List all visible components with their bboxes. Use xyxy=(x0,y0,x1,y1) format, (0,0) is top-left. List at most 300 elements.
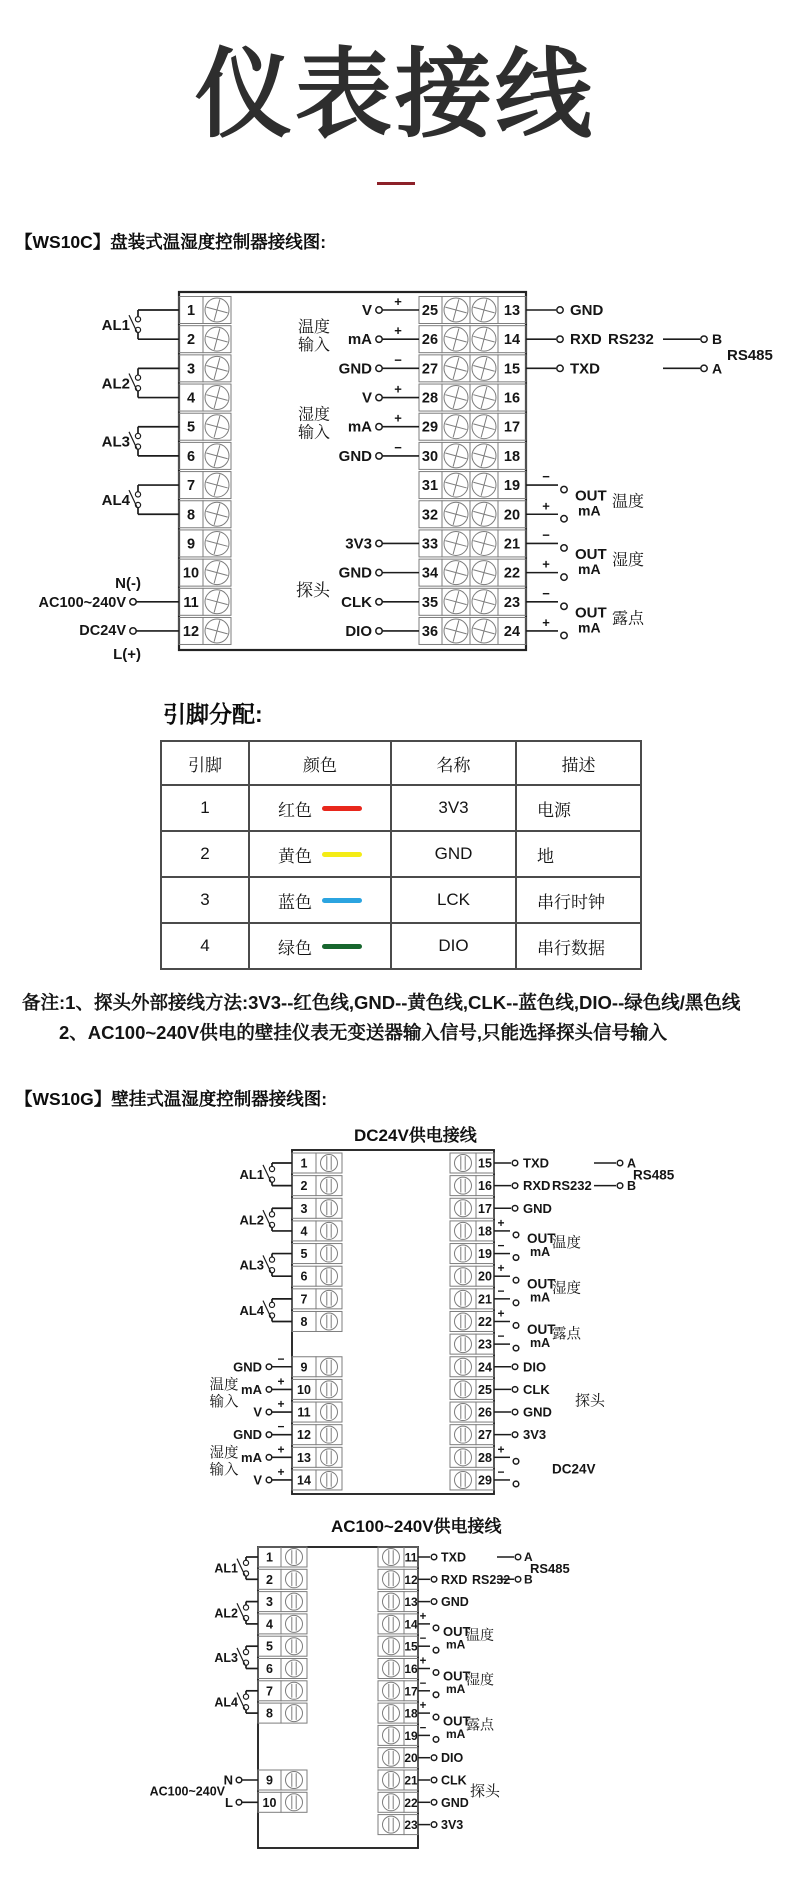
screw-terminal-icon xyxy=(383,1749,400,1766)
table-row xyxy=(161,785,641,831)
polarity-sign: − xyxy=(542,585,550,601)
comm-pin-name: GND xyxy=(441,1595,469,1610)
signal-name-cell: LCK xyxy=(391,877,516,923)
power-label: L xyxy=(225,1794,233,1810)
screw-slot-line xyxy=(214,591,220,612)
screw-terminal-icon xyxy=(383,1727,400,1744)
terminal-number: 29 xyxy=(421,419,439,436)
terminal-number: 9 xyxy=(186,536,196,553)
terminal-cell xyxy=(450,1176,476,1196)
connection-node-icon xyxy=(513,1255,519,1261)
relay-label: AL1 xyxy=(214,1561,238,1576)
polarity-sign: + xyxy=(497,1261,505,1276)
screw-terminal-icon xyxy=(286,1705,303,1722)
screw-terminal-icon xyxy=(455,1404,472,1421)
polarity-sign: + xyxy=(542,498,550,514)
screw-slot-line xyxy=(453,299,459,320)
screw-terminal-icon xyxy=(321,1449,338,1466)
pin-number-cell: 2 xyxy=(161,831,249,877)
terminal-number: 15 xyxy=(478,1156,492,1171)
screw-slot-line xyxy=(481,562,487,583)
pin-name: GND xyxy=(338,447,372,465)
pin-name: CLK xyxy=(341,593,372,611)
pin-name: 3V3 xyxy=(523,1427,547,1443)
screw-terminal-icon xyxy=(286,1615,303,1632)
connection-node-icon xyxy=(376,628,382,634)
table-column-header: 引脚 xyxy=(161,741,249,785)
terminal-number: 1 xyxy=(186,303,196,319)
terminal-cell xyxy=(281,1792,307,1812)
screw-slot-line xyxy=(453,329,459,350)
screw-terminal-icon xyxy=(383,1660,400,1677)
connection-node-icon xyxy=(130,599,136,605)
connection-node-icon xyxy=(431,1577,437,1583)
connection-node-icon xyxy=(561,632,567,638)
connection-node-icon xyxy=(266,1364,272,1370)
terminal-number: 3 xyxy=(300,1201,308,1216)
power-label: N xyxy=(223,1772,233,1788)
page-title: 仪表接线 xyxy=(195,40,595,149)
screw-slot-line xyxy=(481,474,487,495)
screw-slot-line xyxy=(481,445,487,466)
screw-terminal-icon xyxy=(321,1471,338,1488)
polarity-sign: + xyxy=(394,294,402,309)
connection-node-icon xyxy=(701,336,707,342)
screw-terminal-icon xyxy=(383,1571,400,1588)
input-group-label: 湿度 xyxy=(297,406,331,424)
relay-contact-icon xyxy=(135,433,140,438)
terminal-cell xyxy=(316,1470,342,1490)
connection-node-icon xyxy=(513,1277,519,1283)
screw-slot-line xyxy=(453,562,459,583)
terminal-number: 32 xyxy=(421,507,439,524)
connection-node-icon xyxy=(376,394,382,400)
unit-label: mA xyxy=(530,1290,551,1305)
power-label: N(-) xyxy=(115,575,141,592)
connection-node-icon xyxy=(266,1432,272,1438)
polarity-sign: − xyxy=(419,1722,427,1735)
terminal-cell xyxy=(450,1198,476,1218)
terminal-number: 19 xyxy=(478,1247,492,1262)
polarity-sign: − xyxy=(497,1329,505,1344)
terminal-number: 22 xyxy=(404,1795,418,1810)
terminal-number: 29 xyxy=(478,1473,492,1488)
terminal-cell xyxy=(316,1289,342,1309)
pin-name: DIO xyxy=(523,1359,547,1375)
screw-slot-line xyxy=(453,416,459,437)
power-label: DC24V xyxy=(552,1461,596,1477)
terminal-number: 5 xyxy=(266,1639,273,1654)
terminal-number: 31 xyxy=(421,478,439,495)
connection-node-icon xyxy=(431,1755,437,1761)
ac-diagram-title: AC100~240V供电接线 xyxy=(331,1517,502,1536)
comm-pin-name: TXD xyxy=(570,360,600,378)
terminal-number: 11 xyxy=(404,1550,418,1565)
screw-terminal-icon xyxy=(383,1615,400,1632)
terminal-number: 27 xyxy=(478,1428,492,1443)
terminal-cell xyxy=(281,1636,307,1656)
screw-slot-line xyxy=(481,387,487,408)
unit-label: mA xyxy=(530,1245,551,1260)
rs485-a-label: A xyxy=(627,1156,637,1171)
terminal-cell xyxy=(378,1547,404,1567)
terminal-number: 10 xyxy=(182,565,200,582)
screw-terminal-icon xyxy=(321,1245,338,1262)
rs485-a-label: A xyxy=(712,360,723,377)
pin-name: mA xyxy=(241,1381,262,1397)
pin-name: GND xyxy=(338,360,372,378)
screw-terminal-icon xyxy=(321,1290,338,1307)
screw-terminal-icon xyxy=(455,1177,472,1194)
terminal-number: 5 xyxy=(186,419,196,436)
pin-name: DIO xyxy=(345,622,372,640)
polarity-sign: − xyxy=(497,1283,505,1298)
relay-contact-icon xyxy=(269,1257,274,1262)
connection-node-icon xyxy=(433,1714,439,1720)
polarity-sign: + xyxy=(394,323,402,339)
polarity-sign: + xyxy=(277,1442,285,1457)
relay-contact-icon xyxy=(269,1302,274,1307)
connection-node-icon xyxy=(266,1387,272,1393)
description-cell: 地 xyxy=(516,831,641,877)
relay-label: AL4 xyxy=(214,1695,238,1710)
screw-slot-line xyxy=(214,416,220,437)
polarity-sign: + xyxy=(497,1215,505,1230)
screw-terminal-icon xyxy=(286,1660,303,1677)
polarity-sign: − xyxy=(419,1633,427,1646)
screw-terminal-icon xyxy=(383,1794,400,1811)
terminal-cell xyxy=(450,1221,476,1241)
out-label: OUT xyxy=(575,604,607,622)
terminal-number: 6 xyxy=(186,448,196,465)
table-row xyxy=(161,877,641,923)
table-column-header: 描述 xyxy=(516,741,641,785)
color-swatch-icon xyxy=(322,898,362,903)
polarity-sign: + xyxy=(394,410,402,426)
screw-terminal-icon xyxy=(455,1313,472,1330)
output-kind-label: 露点 xyxy=(466,1716,494,1733)
terminal-number: 11 xyxy=(183,594,199,611)
pin-name: V xyxy=(253,1404,262,1420)
screw-terminal-icon xyxy=(286,1593,303,1610)
screw-slot-line xyxy=(214,329,220,350)
relay-contact-icon xyxy=(135,492,140,497)
color-cell xyxy=(249,923,391,969)
relay-contact-icon xyxy=(243,1560,248,1565)
color-swatch-icon xyxy=(322,852,362,857)
relay-label: AL3 xyxy=(101,433,130,451)
color-name: 红色 xyxy=(278,800,312,820)
connection-node-icon xyxy=(557,365,563,371)
relay-label: AL4 xyxy=(239,1302,264,1318)
terminal-cell xyxy=(316,1176,342,1196)
comm-pin-name: TXD xyxy=(441,1550,466,1565)
terminal-cell xyxy=(450,1153,476,1173)
out-label: OUT xyxy=(443,1713,471,1729)
screw-slot-line xyxy=(453,358,459,379)
terminal-number: 4 xyxy=(266,1617,273,1632)
rs485-label: RS485 xyxy=(530,1561,570,1577)
terminal-cell xyxy=(316,1357,342,1377)
terminal-cell xyxy=(316,1447,342,1467)
screw-slot-line xyxy=(214,358,220,379)
signal-name-cell: DIO xyxy=(391,923,516,969)
terminal-cell xyxy=(281,1547,307,1567)
terminal-number: 7 xyxy=(186,478,196,495)
screw-slot-line xyxy=(453,620,459,641)
screw-slot-line xyxy=(214,504,220,525)
polarity-sign: + xyxy=(419,1655,427,1668)
terminal-number: 7 xyxy=(266,1684,273,1699)
terminal-number: 30 xyxy=(421,448,439,465)
screw-terminal-icon xyxy=(321,1222,338,1239)
terminal-cell xyxy=(378,1614,404,1634)
comm-pin-name: GND xyxy=(570,302,604,319)
unit-label: mA xyxy=(530,1335,551,1350)
polarity-sign: + xyxy=(542,556,550,572)
screw-terminal-icon xyxy=(455,1471,472,1488)
color-name: 蓝色 xyxy=(278,892,312,912)
terminal-number: 33 xyxy=(421,536,439,553)
terminal-cell xyxy=(316,1153,342,1173)
screw-slot-line xyxy=(214,445,220,466)
pin-name: GND xyxy=(233,1427,262,1443)
terminal-cell xyxy=(450,1357,476,1377)
description-cell: 串行数据 xyxy=(516,923,641,969)
screw-slot-line xyxy=(481,299,487,320)
screw-slot-line xyxy=(481,358,487,379)
rs232-label: RS232 xyxy=(472,1572,511,1587)
pin-assignment-table xyxy=(160,740,642,970)
comm-pin-name: TXD xyxy=(523,1155,549,1171)
screw-terminal-icon xyxy=(383,1682,400,1699)
unit-label: mA xyxy=(578,561,601,578)
pin-name: mA xyxy=(241,1449,262,1465)
polarity-sign: − xyxy=(542,469,550,485)
terminal-number: 9 xyxy=(266,1773,273,1788)
terminal-cell xyxy=(281,1614,307,1634)
screw-terminal-icon xyxy=(383,1705,400,1722)
note-line-1: 备注:1、探头外部接线方法:3V3--红色线,GND--黄色线,CLK--蓝色线,DIO--绿色线/黑色线 xyxy=(22,992,741,1013)
pin-name: V xyxy=(253,1472,262,1488)
connection-node-icon xyxy=(433,1692,439,1698)
relay-label: AL2 xyxy=(239,1212,264,1228)
terminal-number: 8 xyxy=(300,1314,308,1329)
screw-terminal-icon xyxy=(321,1404,338,1421)
connection-node-icon xyxy=(431,1777,437,1783)
table-column-header: 名称 xyxy=(391,741,516,785)
terminal-number: 13 xyxy=(503,303,521,319)
connection-node-icon xyxy=(433,1737,439,1743)
terminal-number: 21 xyxy=(503,536,521,553)
signal-name-cell: 3V3 xyxy=(391,785,516,831)
terminal-number: 23 xyxy=(478,1337,492,1352)
connection-node-icon xyxy=(376,336,382,342)
pin-name: GND xyxy=(441,1795,469,1810)
screw-terminal-icon xyxy=(455,1222,472,1239)
terminal-number: 7 xyxy=(300,1292,308,1307)
connection-node-icon xyxy=(130,628,136,634)
terminal-cell xyxy=(281,1770,307,1790)
terminal-cell xyxy=(378,1815,404,1835)
ws10g-ac-wiring-diagram xyxy=(0,1538,790,1868)
screw-terminal-icon xyxy=(321,1381,338,1398)
terminal-number: 2 xyxy=(266,1572,273,1587)
screw-terminal-icon xyxy=(455,1290,472,1307)
section-heading-ws10c: 【WS10C】盘装式温湿度控制器接线图: xyxy=(15,232,327,252)
terminal-number: 3 xyxy=(266,1595,273,1610)
relay-label: AL1 xyxy=(101,316,130,334)
relay-label: AL2 xyxy=(101,375,130,393)
screw-terminal-icon xyxy=(321,1268,338,1285)
power-label: AC100~240V xyxy=(38,594,126,611)
connection-node-icon xyxy=(433,1625,439,1631)
dc24v-diagram-title: DC24V供电接线 xyxy=(354,1126,477,1145)
color-swatch-icon xyxy=(322,944,362,949)
terminal-cell xyxy=(450,1470,476,1490)
relay-label: AL2 xyxy=(214,1606,238,1621)
terminal-number: 23 xyxy=(404,1818,418,1833)
terminal-number: 13 xyxy=(297,1450,311,1465)
screw-terminal-icon xyxy=(455,1336,472,1353)
pin-number-cell: 4 xyxy=(161,923,249,969)
screw-slot-line xyxy=(214,562,220,583)
section-heading-ws10g: 【WS10G】壁挂式温湿度控制器接线图: xyxy=(15,1089,328,1109)
unit-label: mA xyxy=(446,1682,466,1697)
comm-pin-name: RXD xyxy=(523,1178,551,1194)
connection-node-icon xyxy=(701,365,707,371)
pin-name: V xyxy=(361,302,372,319)
relay-label: AL3 xyxy=(239,1257,264,1273)
terminal-number: 28 xyxy=(478,1450,492,1465)
output-kind-label: 湿度 xyxy=(612,552,645,570)
connection-node-icon xyxy=(561,603,567,609)
screw-terminal-icon xyxy=(455,1155,472,1172)
polarity-sign: + xyxy=(419,1610,427,1623)
pin-name: GND xyxy=(233,1359,262,1375)
pin-name: mA xyxy=(347,418,372,436)
screw-slot-line xyxy=(453,504,459,525)
screw-slot-line xyxy=(481,504,487,525)
terminal-cell xyxy=(378,1636,404,1656)
pin-name: 3V3 xyxy=(441,1818,464,1833)
terminal-number: 12 xyxy=(182,623,200,640)
pin-name: 3V3 xyxy=(345,535,372,553)
pin-number-cell: 1 xyxy=(161,785,249,831)
screw-terminal-icon xyxy=(455,1245,472,1262)
controller-outline xyxy=(292,1150,494,1494)
connection-node-icon xyxy=(617,1183,623,1189)
terminal-number: 8 xyxy=(266,1706,273,1721)
terminal-number: 8 xyxy=(186,507,196,524)
unit-label: mA xyxy=(578,502,601,519)
terminal-number: 20 xyxy=(404,1751,418,1766)
terminal-cell xyxy=(378,1659,404,1679)
terminal-number: 23 xyxy=(503,594,521,611)
terminal-number: 12 xyxy=(404,1572,418,1587)
screw-terminal-icon xyxy=(383,1593,400,1610)
rs485-b-label: B xyxy=(627,1179,637,1194)
comm-pin-name: GND xyxy=(523,1200,552,1216)
output-kind-label: 温度 xyxy=(552,1235,581,1252)
connection-node-icon xyxy=(266,1477,272,1483)
terminal-number: 26 xyxy=(478,1405,492,1420)
polarity-sign: + xyxy=(497,1442,505,1457)
connection-node-icon xyxy=(617,1160,623,1166)
output-kind-label: 露点 xyxy=(612,610,645,628)
terminal-number: 2 xyxy=(300,1179,308,1194)
terminal-cell xyxy=(316,1425,342,1445)
screw-slot-line xyxy=(214,533,220,554)
connection-node-icon xyxy=(433,1670,439,1676)
rs232-label: RS232 xyxy=(608,331,654,349)
terminal-number: 15 xyxy=(503,361,521,378)
terminal-number: 16 xyxy=(478,1179,492,1194)
terminal-number: 11 xyxy=(297,1405,311,1420)
color-cell xyxy=(249,877,391,923)
probe-group-label: 探头 xyxy=(296,581,330,600)
connection-node-icon xyxy=(376,424,382,430)
screw-slot-line xyxy=(453,474,459,495)
relay-label: AL3 xyxy=(214,1650,238,1665)
pin-name: mA xyxy=(347,331,372,349)
relay-label: AL4 xyxy=(101,492,130,510)
notes-block xyxy=(22,988,740,1048)
terminal-cell xyxy=(378,1681,404,1701)
connection-node-icon xyxy=(557,307,563,313)
out-label: OUT xyxy=(527,1276,556,1292)
connection-node-icon xyxy=(266,1455,272,1461)
pin-number-cell: 3 xyxy=(161,877,249,923)
polarity-sign: + xyxy=(277,1397,285,1412)
terminal-number: 17 xyxy=(503,419,521,436)
screw-terminal-icon xyxy=(321,1426,338,1443)
out-label: OUT xyxy=(443,1668,471,1684)
polarity-sign: + xyxy=(419,1700,427,1713)
rs485-label: RS485 xyxy=(633,1167,675,1183)
rs485-label: RS485 xyxy=(727,346,773,364)
connection-node-icon xyxy=(236,1800,242,1806)
terminal-cell xyxy=(378,1725,404,1745)
connection-node-icon xyxy=(376,453,382,459)
pin-name: DIO xyxy=(441,1751,464,1766)
power-label: AC100~240V xyxy=(149,1784,225,1799)
connection-node-icon xyxy=(512,1364,518,1370)
terminal-cell xyxy=(450,1379,476,1399)
screw-terminal-icon xyxy=(321,1177,338,1194)
screw-terminal-icon xyxy=(383,1772,400,1789)
table-row xyxy=(161,831,641,877)
input-group-label: 湿度 xyxy=(209,1445,239,1462)
out-label: OUT xyxy=(575,487,607,505)
relay-contact-icon xyxy=(243,1605,248,1610)
terminal-cell xyxy=(450,1311,476,1331)
terminal-number: 17 xyxy=(478,1201,492,1216)
table-row xyxy=(161,923,641,969)
terminal-number: 18 xyxy=(503,448,521,465)
terminal-number: 16 xyxy=(503,390,521,407)
screw-terminal-icon xyxy=(455,1426,472,1443)
terminal-number: 25 xyxy=(421,303,439,319)
input-group-label: 温度 xyxy=(209,1377,239,1394)
terminal-cell xyxy=(450,1289,476,1309)
terminal-cell xyxy=(450,1244,476,1264)
terminal-number: 21 xyxy=(404,1773,418,1788)
output-kind-label: 湿度 xyxy=(552,1281,581,1298)
terminal-cell xyxy=(281,1659,307,1679)
ws10c-wiring-diagram xyxy=(0,270,790,670)
terminal-number: 12 xyxy=(297,1428,311,1443)
